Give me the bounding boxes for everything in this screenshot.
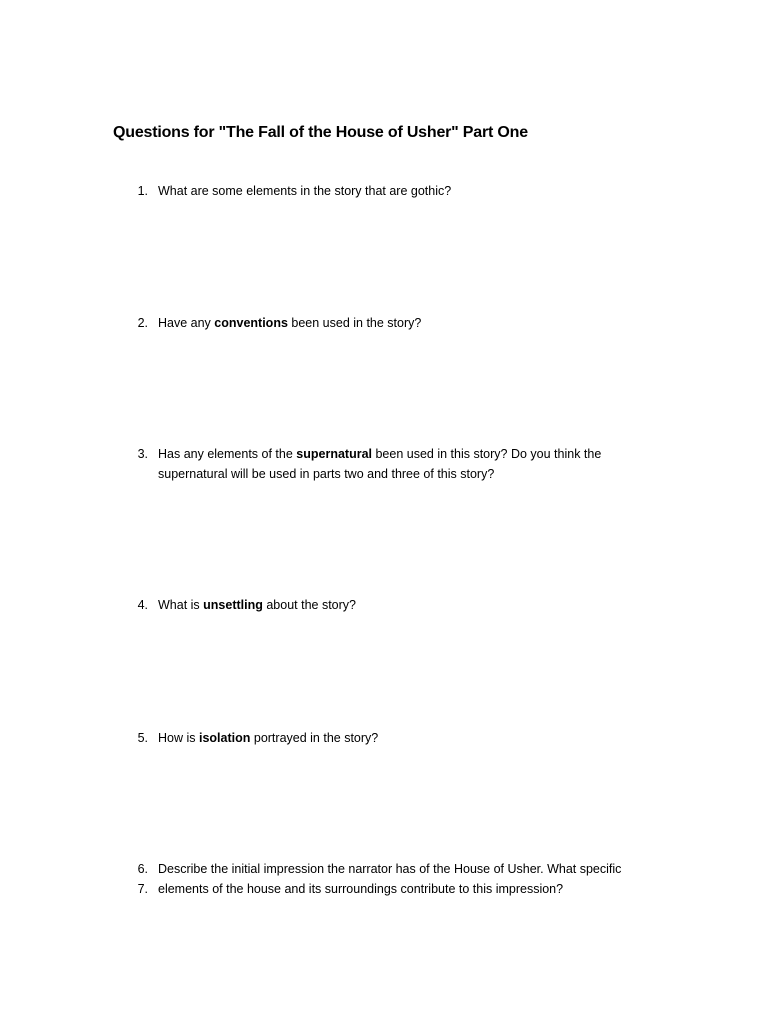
question-text-part: What are some elements in the story that are gothic? <box>158 184 452 198</box>
question-text-part: What is <box>158 598 204 612</box>
question-number: 6. <box>137 862 148 876</box>
question-keyword: conventions <box>214 316 288 330</box>
question-text-part: been used in the story? <box>287 316 422 330</box>
question-text-part: Have any <box>158 316 215 330</box>
question-text <box>158 444 638 484</box>
question-keyword: isolation <box>198 731 251 745</box>
document-title: Questions for "The Fall of the House of Usher" Part One <box>113 124 528 141</box>
question-text <box>158 181 638 201</box>
question-number: 2. <box>137 316 148 330</box>
question-text-part: elements of the house and its surroundings contribute to this impression? <box>158 882 564 896</box>
question-text <box>158 879 638 899</box>
question-number: 4. <box>137 598 148 612</box>
question-text-part: Has any elements of the <box>158 447 297 461</box>
question-number: 5. <box>137 731 148 745</box>
question-text-part: about the story? <box>262 598 356 612</box>
question-text <box>158 595 638 615</box>
question-keyword: unsettling <box>203 598 263 612</box>
question-text-part: How is <box>158 731 199 745</box>
question-text-part: been used in this story? Do you think the <box>372 447 602 461</box>
question-text <box>158 859 638 879</box>
question-keyword: supernatural <box>296 447 372 461</box>
question-text <box>158 313 638 333</box>
question-number: 7. <box>137 882 148 896</box>
question-text-part: portrayed in the story? <box>250 731 379 745</box>
question-number: 3. <box>137 447 148 461</box>
question-text <box>158 728 638 748</box>
question-text-part: supernatural will be used in parts two and three of this story? <box>158 467 495 481</box>
question-text-part: Describe the initial impression the narrator has of the House of Usher. What specific <box>158 862 622 876</box>
question-number: 1. <box>137 184 148 198</box>
